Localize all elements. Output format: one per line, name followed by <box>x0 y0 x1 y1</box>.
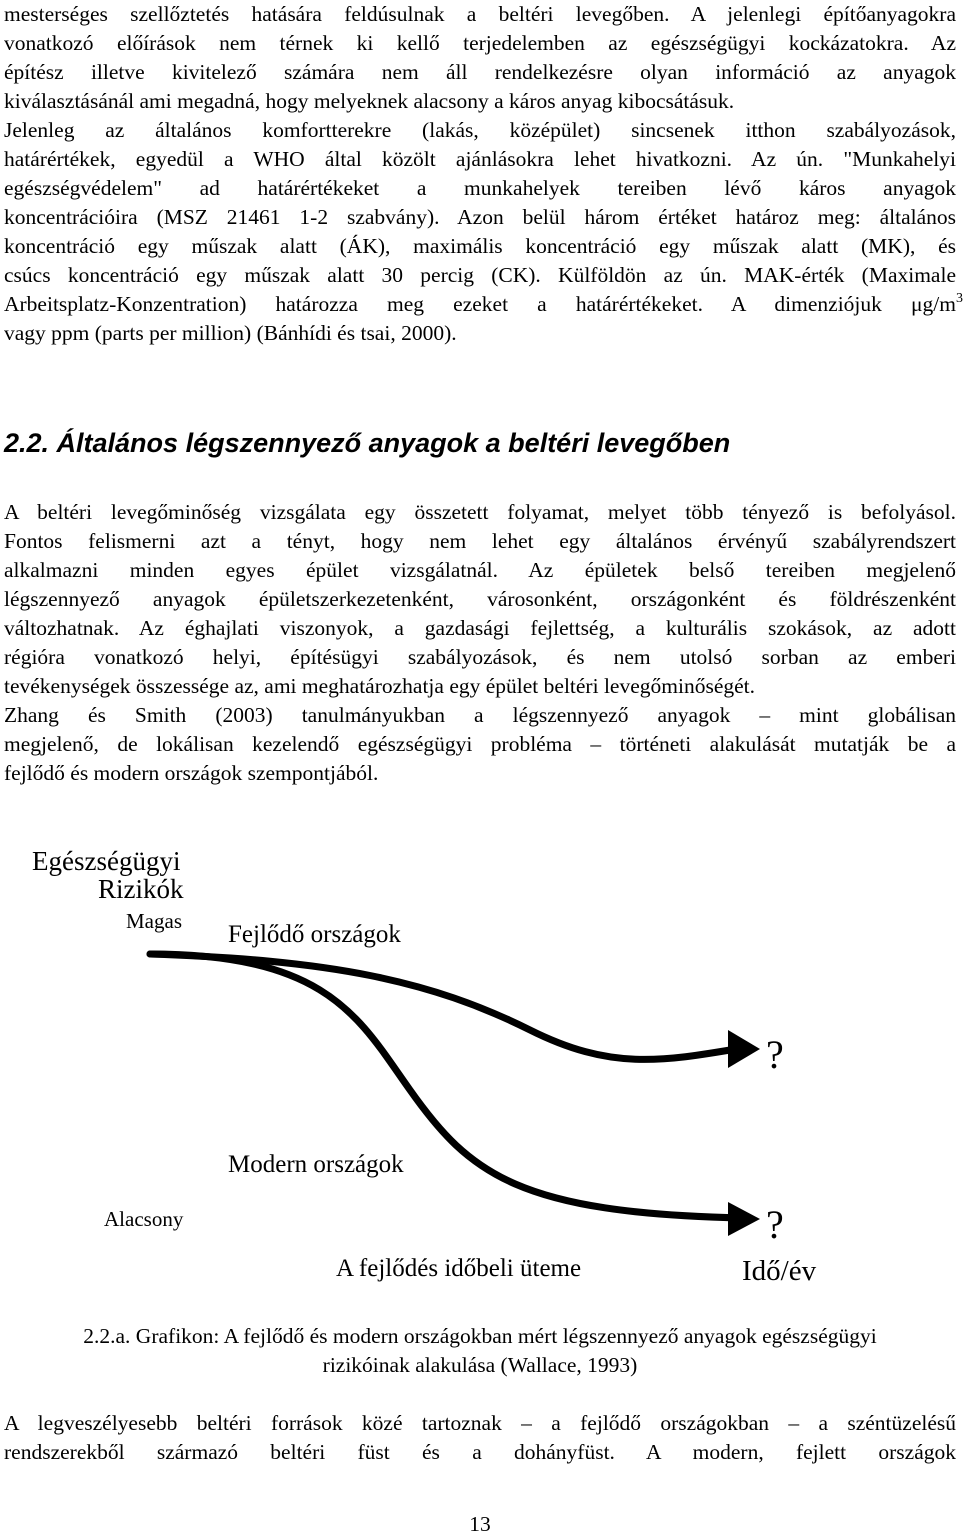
text-line: A legveszélyesebb beltéri források közé tartoznak – a fejlődő országokban – a széntüzelésű <box>4 1411 956 1435</box>
text-line: vagy ppm (parts per million) (Bánhídi és tsai, 2000). <box>4 321 457 345</box>
text-line: koncentráció egy műszak alatt (ÁK), maximális koncentráció egy műszak alatt (MK), és <box>4 234 956 258</box>
caption-line: rizikóinak alakulása (Wallace, 1993) <box>322 1353 638 1377</box>
text-line: Zhang és Smith (2003) tanulmányukban a légszennyező anyagok – mint globálisan <box>4 703 956 727</box>
text-line: légszennyező anyagok épületszerkezetenként, városonként, országonként és földrészenként <box>4 587 956 611</box>
text-line <box>4 290 963 319</box>
text-line: kiválasztásánál ami megadná, hogy melyeknek alacsony a káros anyag kibocsátásuk. <box>4 89 735 113</box>
text-line: változhatnak. Az éghajlati viszonyok, a gazdasági fejlettség, a kulturális szokások, az adott <box>4 616 956 640</box>
text-line: Jelenleg az általános komfortterekre (lakás, középület) sincsenek itthon szabályozások, <box>4 118 956 142</box>
text-line: alkalmazni minden egyes épület vizsgálatnál. Az épületek belső tereiben megjelenő <box>4 558 956 582</box>
paragraph-indoor-air-quality <box>4 498 956 788</box>
x-axis-center-label: A fejlődés időbeli üteme <box>336 1255 582 1282</box>
text-line: A beltéri levegőminőség vizsgálata egy összetett folyamat, melyet több tényező is befolyásol. <box>4 500 956 524</box>
modern-countries-label: Modern országok <box>228 1151 404 1178</box>
y-axis-title-line2: Rizikók <box>98 874 184 904</box>
section-heading: 2.2. Általános légszennyező anyagok a beltéri levegőben <box>4 428 731 458</box>
text-line: rendszerekből származó beltéri füst és a dohányfüst. A modern, fejlett országok <box>4 1440 956 1464</box>
text-line: mesterséges szellőztetés hatására feldúsulnak a beltéri levegőben. A jelenlegi építőanyagokra <box>4 2 956 26</box>
text-line: csúcs koncentráció egy műszak alatt 30 percig (CK). Külföldön az ún. MAK-érték (Maximale <box>4 263 956 287</box>
text-line: Fontos felismerni azt a tényt, hogy nem lehet egy általános érvényű szabályrendszert <box>4 529 956 553</box>
question-mark-top: ? <box>766 1032 784 1077</box>
modern-arrow-head <box>728 1202 760 1236</box>
figure-caption <box>0 1322 960 1380</box>
developing-arrow-head <box>728 1030 760 1068</box>
text-line: határértékek, egyedül a WHO által közölt ajánlásokra lehet hivatkozni. Az ún. "Munkahelyi <box>4 147 956 171</box>
superscript-three: 3 <box>956 291 963 306</box>
paragraph-regulations <box>4 0 963 348</box>
y-axis-low-label: Alacsony <box>104 1207 184 1231</box>
y-axis-high-label: Magas <box>126 909 182 933</box>
text-line-content: Arbeitsplatz-Konzentration) határozza meg ezeket a határértékeket. A dimenziójuk μg/m <box>4 292 956 316</box>
developing-countries-curve <box>150 954 742 1059</box>
health-risk-figure <box>0 830 960 1310</box>
text-line: tevékenységek összessége az, ami meghatározhatja egy épület beltéri levegőminőségét. <box>4 674 755 698</box>
y-axis-title-line1: Egészségügyi <box>32 846 181 876</box>
text-line: építész illetve kivitelező számára nem áll rendelkezésre olyan információ az anyagok <box>4 60 956 84</box>
paragraph-indoor-sources <box>4 1409 956 1467</box>
developing-countries-label: Fejlődő országok <box>228 921 401 948</box>
text-line: egészségvédelem" ad határértékeket a munkahelyek tereiben lévő káros anyagok <box>4 176 956 200</box>
text-line: koncentrációira (MSZ 21461 1-2 szabvány). Azon belül három értéket határoz meg: általános <box>4 205 956 229</box>
question-mark-bottom: ? <box>766 1202 784 1247</box>
text-line: fejlődő és modern országok szempontjából. <box>4 761 379 785</box>
x-axis-right-label: Idő/év <box>742 1255 817 1287</box>
caption-line: 2.2.a. Grafikon: A fejlődő és modern országokban mért légszennyező anyagok egészségügyi <box>83 1324 877 1348</box>
text-line: megjelenő, de lokálisan kezelendő egészségügyi probléma – történeti alakulását mutatják be a <box>4 732 956 756</box>
text-line: vonatkozó előírások nem térnek ki kellő terjedelemben az egészségügyi kockázatokra. Az <box>4 31 956 55</box>
text-line: régióra vonatkozó helyi, építésügyi szabályozások, és nem utolsó sorban az emberi <box>4 645 956 669</box>
page-number: 13 <box>469 1512 491 1536</box>
